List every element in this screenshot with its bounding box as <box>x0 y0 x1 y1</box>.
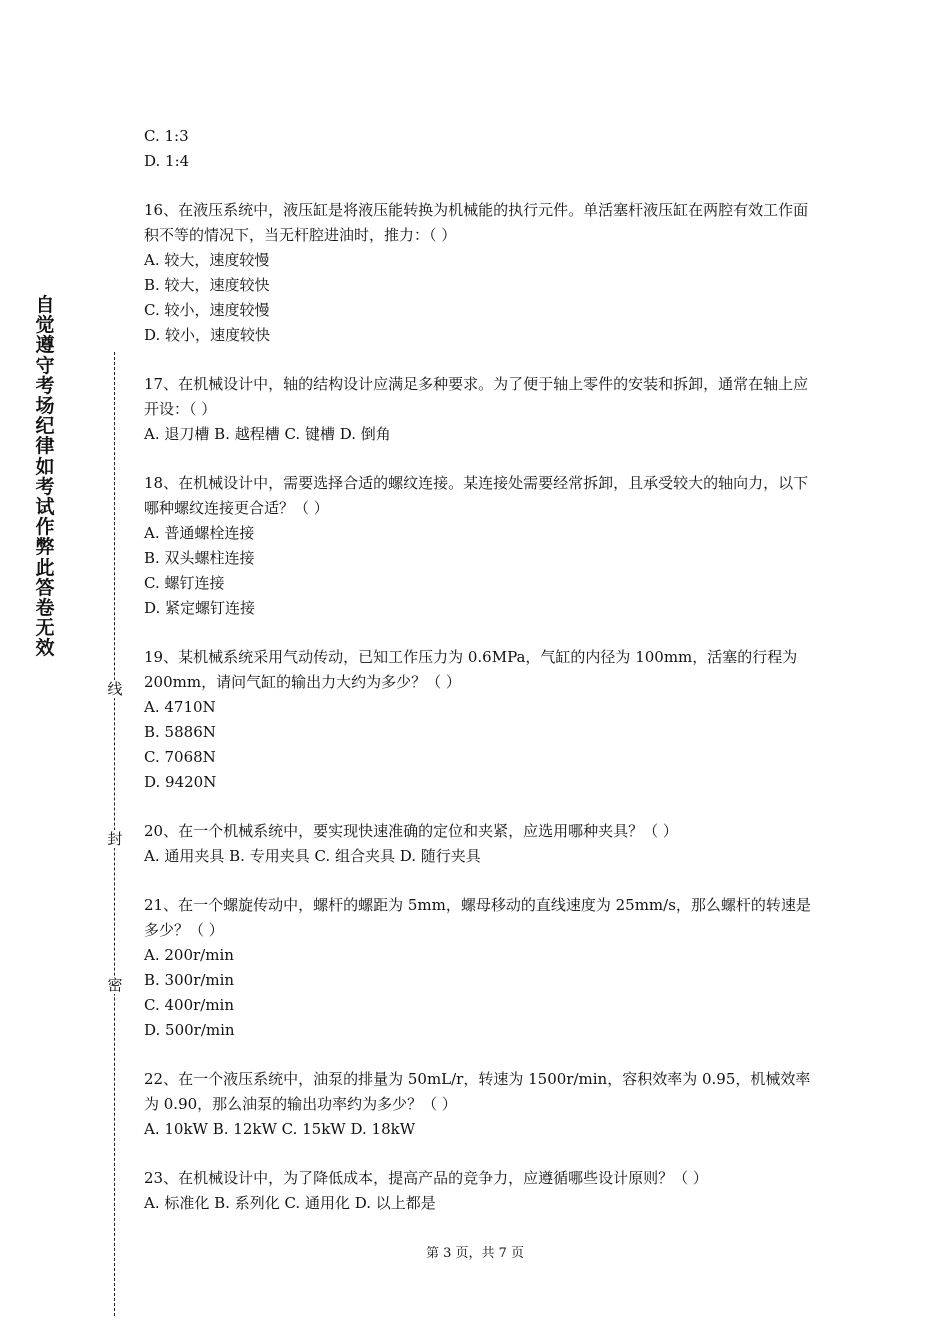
option-d: D. 9420N <box>144 773 217 791</box>
question-stem: 18、在机械设计中，需要选择合适的螺纹连接。某连接处需要经常拆卸，且承受较大的轴向力，以下哪种螺纹连接更合适？（ ） <box>144 474 809 517</box>
question-stem: 21、在一个螺旋传动中，螺杆的螺距为 5mm，螺母移动的直线速度为 25mm/s，那么螺杆的转速是多少？（ ） <box>144 896 811 939</box>
options-inline: A. 通用夹具 B. 专用夹具 C. 组合夹具 D. 随行夹具 <box>144 847 481 865</box>
options-inline: A. 10kW B. 12kW C. 15kW D. 18kW <box>144 1120 416 1138</box>
option-c: C. 较小，速度较慢 <box>144 301 270 319</box>
option-b: B. 5886N <box>144 723 216 741</box>
question-stem: 17、在机械设计中，轴的结构设计应满足多种要求。为了便于轴上零件的安装和拆卸，通常在轴上应开设：（ ） <box>144 375 809 418</box>
option-a: A. 4710N <box>144 698 216 716</box>
question-list <box>144 124 814 1216</box>
question-stem: 20、在一个机械系统中，要实现快速准确的定位和夹紧，应选用哪种夹具？（ ） <box>144 822 678 840</box>
option-d: D. 紧定螺钉连接 <box>144 599 256 617</box>
question-16 <box>144 198 814 348</box>
option-c: C. 7068N <box>144 748 216 766</box>
option-c: C. 400r/min <box>144 996 235 1014</box>
options-inline: A. 标准化 B. 系列化 C. 通用化 D. 以上都是 <box>144 1194 436 1212</box>
question-20 <box>144 819 814 869</box>
seal-mark-secret: 密 <box>107 976 123 994</box>
options-inline: A. 退刀槽 B. 越程槽 C. 键槽 D. 倒角 <box>144 425 391 443</box>
option-a: A. 较大，速度较慢 <box>144 251 270 269</box>
seal-mark-seal: 封 <box>107 830 123 848</box>
option-b: B. 300r/min <box>144 971 235 989</box>
option-a: A. 200r/min <box>144 946 234 964</box>
question-stem: 23、在机械设计中，为了降低成本，提高产品的竞争力，应遵循哪些设计原则？（ ） <box>144 1169 708 1187</box>
option-d: D. 500r/min <box>144 1021 235 1039</box>
option-d: D. 较小，速度较快 <box>144 326 271 344</box>
question-stem: 22、在一个液压系统中，油泵的排量为 50mL/r，转速为 1500r/min，容积效率为 0.95，机械效率为 0.90，那么油泵的输出功率约为多少？（ ） <box>144 1070 811 1113</box>
option-d: D. 1:4 <box>144 152 190 170</box>
question-stem: 16、在液压系统中，液压缸是将液压能转换为机械能的执行元件。单活塞杆液压缸在两腔有效工作面积不等的情况下，当无杆腔进油时，推力：（ ） <box>144 201 809 244</box>
option-a: A. 普通螺栓连接 <box>144 524 255 542</box>
question-18 <box>144 471 814 621</box>
question-23 <box>144 1166 814 1216</box>
question-15-continued <box>144 124 814 174</box>
option-b: B. 双头螺柱连接 <box>144 549 255 567</box>
question-21 <box>144 893 814 1043</box>
exam-warning-vertical: 自觉遵守考场纪律如考试作弊此答卷无效 <box>35 294 55 660</box>
option-c: C. 1:3 <box>144 127 189 145</box>
seal-mark-line: 线 <box>107 680 123 698</box>
option-c: C. 螺钉连接 <box>144 574 225 592</box>
question-17 <box>144 372 814 447</box>
option-b: B. 较大，速度较快 <box>144 276 270 294</box>
page-number: 第 3 页，共 7 页 <box>425 1246 525 1261</box>
question-stem: 19、某机械系统采用气动传动，已知工作压力为 0.6MPa，气缸的内径为 100mm，活塞的行程为 200mm，请问气缸的输出力大约为多少？（ ） <box>144 648 798 691</box>
question-22 <box>144 1067 814 1142</box>
question-19 <box>144 645 814 795</box>
